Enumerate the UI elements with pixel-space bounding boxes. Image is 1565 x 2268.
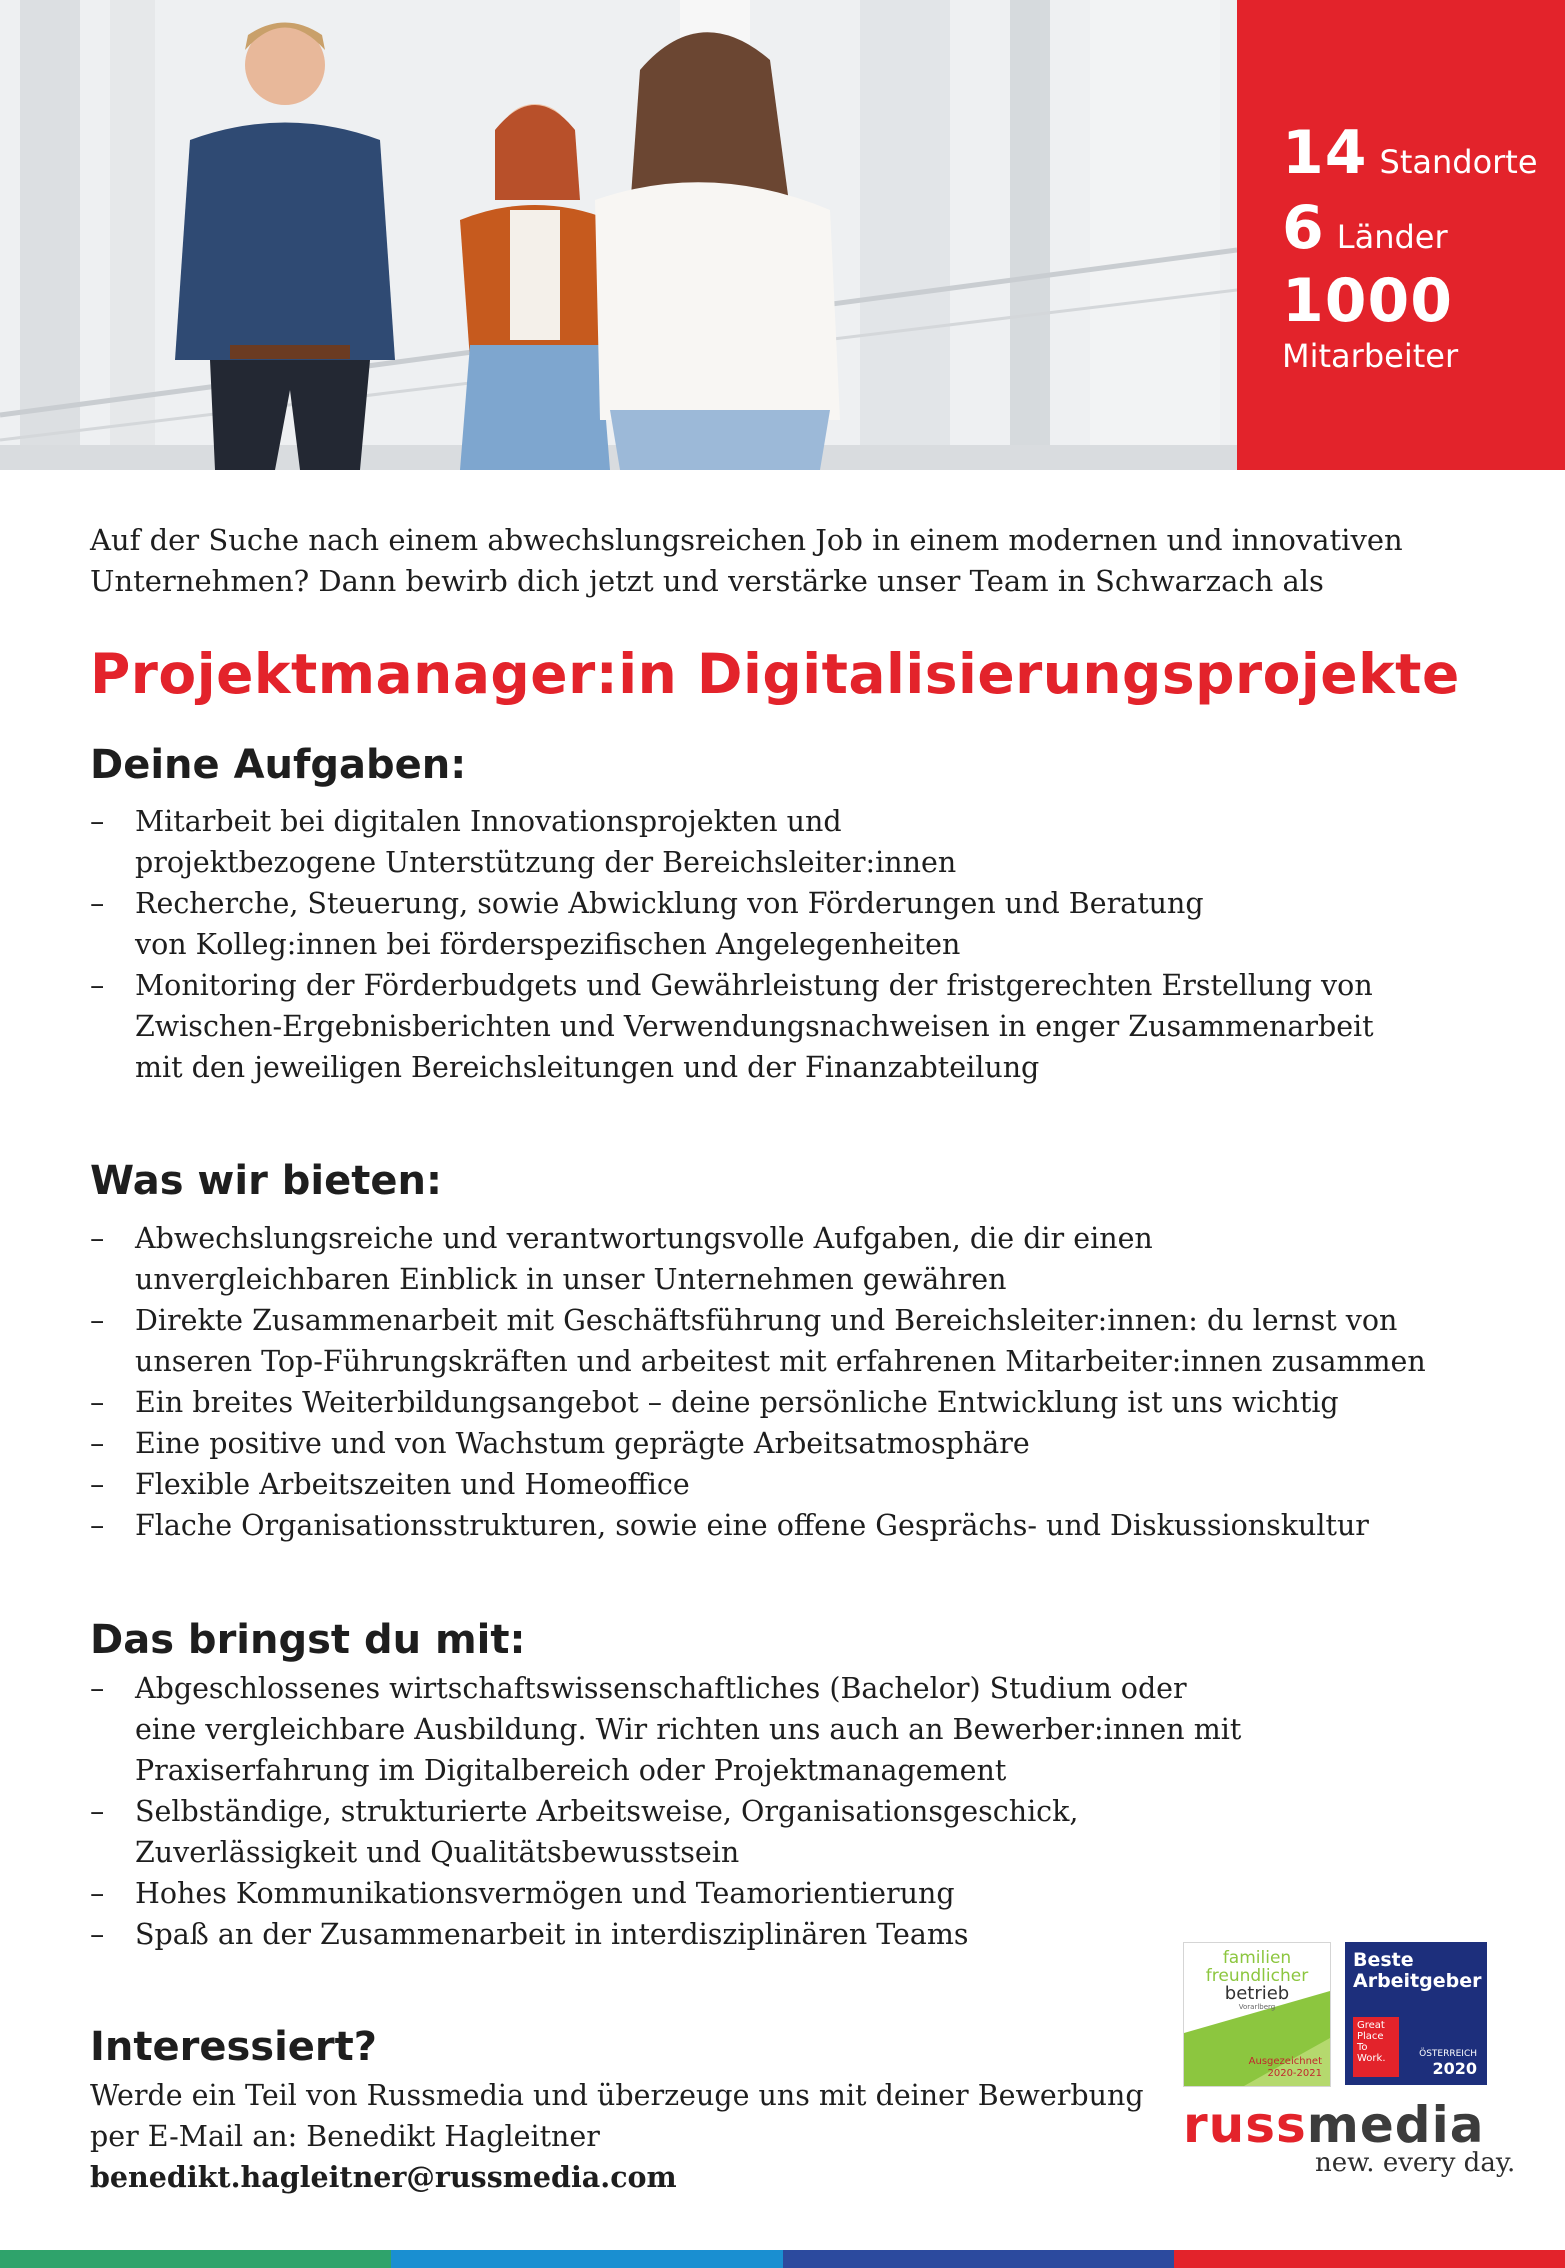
best-employer-badge [1345, 1942, 1487, 2085]
gptw-line-3: To [1357, 2042, 1368, 2053]
contact-line-1: Werde ein Teil von Russmedia und überzeuge uns mit deiner Bewerbung [90, 2079, 1144, 2112]
intro-paragraph [90, 520, 1420, 602]
hero-photo-illustration [0, 0, 1237, 470]
stat-countries-number: 6 [1282, 193, 1325, 263]
family-badge-award-years: 2020-2021 [1267, 2068, 1322, 2079]
color-bar-segment [391, 2250, 782, 2268]
logo-part-media: media [1306, 2096, 1485, 2154]
stat-employees-number: 1000 [1282, 266, 1453, 336]
intro-line-1: Auf der Suche nach einem abwechslungsreichen Job in einem modernen und innovativen [90, 523, 1403, 557]
gptw-line-2: Place [1357, 2031, 1384, 2042]
contact-person: per E-Mail an: Benedikt Hagleitner [90, 2120, 600, 2153]
stat-countries-label: Länder [1336, 218, 1448, 256]
tasks-heading: Deine Aufgaben: [90, 742, 467, 788]
family-badge-line-1: familien [1222, 1948, 1292, 1968]
list-item: – Abgeschlossenes wirtschaftswissenschaftliches (Bachelor) Studium oder eine vergleichbare Ausbildung. Wir richten uns auch an Bewerber:innen mit Praxiserfahrung im Digitalbereich oder Projektmanagement [90, 1668, 1490, 1791]
requirements-heading: Das bringst du mit: [90, 1617, 526, 1663]
family-badge-line-3: betrieb [1224, 1983, 1290, 2004]
stat-employees [1282, 266, 1453, 336]
requirements-list [90, 1668, 1490, 1955]
logo-part-russ: russ [1183, 2096, 1307, 2154]
list-item: – Direkte Zusammenarbeit mit Geschäftsführung und Bereichsleiter:innen: du lernst von unseren Top-Führungskräften und arbeitest mit erfahrenen Mitarbeiter:innen zusammen [90, 1300, 1490, 1382]
offer-heading: Was wir bieten: [90, 1158, 442, 1204]
family-badge-text [1184, 1949, 1330, 2012]
best-employer-country: ÖSTERREICH [1419, 2049, 1477, 2059]
list-item: – Abwechslungsreiche und verantwortungsvolle Aufgaben, die dir einen unvergleichbaren Einblick in unser Unternehmen gewähren [90, 1218, 1490, 1300]
contact-line-2 [90, 2116, 1190, 2198]
stat-countries [1282, 193, 1448, 263]
list-item: – Monitoring der Förderbudgets und Gewährleistung der fristgerechten Erstellung von Zwischen-Ergebnisberichten und Verwendungsnachweisen in enger Zusammenarbeit mit den jeweiligen Bereichsleitungen und der Finanzabteilung [90, 965, 1490, 1088]
color-bar-segment [0, 2250, 391, 2268]
best-employer-title [1353, 1950, 1482, 1992]
list-item: – Flexible Arbeitszeiten und Homeoffice [90, 1464, 1490, 1505]
family-badge-line-2: freundlicher [1205, 1966, 1309, 1986]
list-item: – Selbständige, strukturierte Arbeitsweise, Organisationsgeschick, Zuverlässigkeit und Qualitätsbewusstsein [90, 1791, 1490, 1873]
list-item: – Flache Organisationsstrukturen, sowie eine offene Gesprächs- und Diskussionskultur [90, 1505, 1490, 1546]
stat-locations [1282, 118, 1538, 188]
email-link[interactable]: benedikt.hagleitner@russmedia.com [90, 2160, 677, 2194]
color-bar-segment [783, 2250, 1174, 2268]
stat-employees-label: Mitarbeiter [1282, 337, 1459, 375]
offer-list [90, 1218, 1490, 1546]
intro-line-2: Unternehmen? Dann bewirb dich jetzt und verstärke unser Team in Schwarzach als [90, 564, 1324, 598]
stat-locations-number: 14 [1282, 118, 1368, 188]
great-place-to-work-box [1353, 2017, 1399, 2077]
bottom-color-bar [0, 2250, 1565, 2268]
list-item: – Hohes Kommunikationsvermögen und Teamorientierung [90, 1873, 1490, 1914]
tasks-list [90, 801, 1490, 1088]
brand-tagline: new. every day. [1315, 2148, 1516, 2178]
company-stats-panel [1237, 0, 1565, 470]
gptw-line-4: Work. [1357, 2053, 1386, 2064]
best-employer-title-line-2: Arbeitgeber [1353, 1970, 1482, 1992]
contact-paragraph [90, 2075, 1190, 2198]
list-item: – Mitarbeit bei digitalen Innovationsprojekten und projektbezogene Unterstützung der Bereichsleiter:innen [90, 801, 1490, 883]
family-badge-award-label: Ausgezeichnet [1248, 2056, 1322, 2067]
list-item: – Spaß an der Zusammenarbeit in interdisziplinären Teams [90, 1914, 1490, 1955]
list-item: – Eine positive und von Wachstum geprägte Arbeitsatmosphäre [90, 1423, 1490, 1464]
list-item: – Recherche, Steuerung, sowie Abwicklung von Förderungen und Beratung von Kolleg:innen bei förderspezifischen Angelegenheiten [90, 883, 1490, 965]
hero-photo [0, 0, 1237, 470]
family-badge-award [1249, 2056, 1322, 2080]
list-item: – Ein breites Weiterbildungsangebot – deine persönliche Entwicklung ist uns wichtig [90, 1382, 1490, 1423]
color-bar-segment [1174, 2250, 1565, 2268]
russmedia-logo [1183, 2098, 1493, 2152]
family-friendly-badge [1183, 1942, 1331, 2087]
gptw-line-1: Great [1357, 2020, 1385, 2031]
job-title: Projektmanager:in Digitalisierungsprojekte [90, 642, 1460, 706]
best-employer-year: 2020 [1432, 2059, 1477, 2078]
family-badge-region: Vorarlberg [1238, 2003, 1276, 2011]
best-employer-title-line-1: Beste [1353, 1949, 1414, 1971]
stat-locations-label: Standorte [1379, 143, 1538, 181]
contact-heading: Interessiert? [90, 2024, 377, 2070]
